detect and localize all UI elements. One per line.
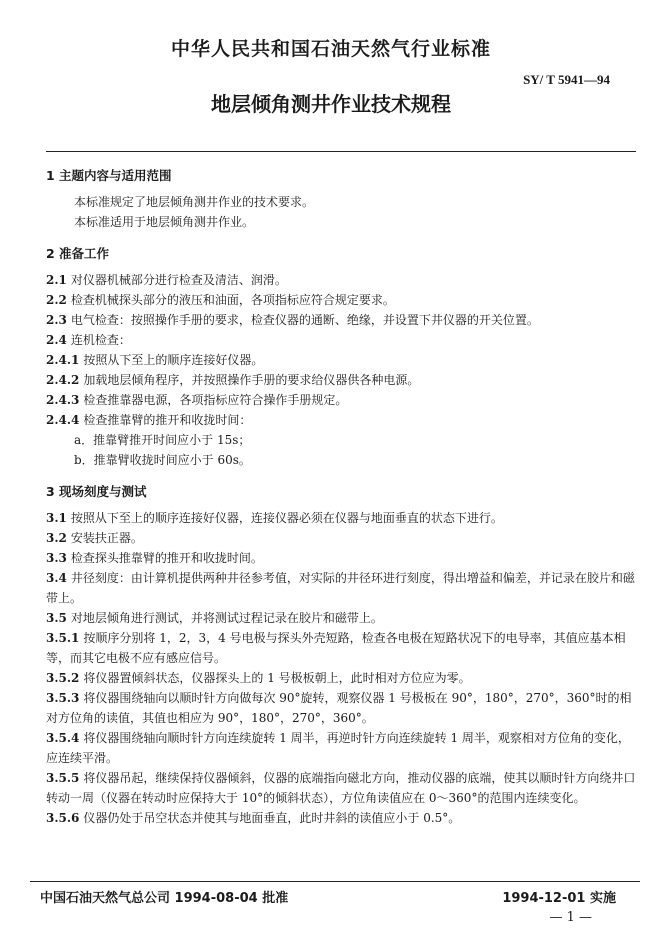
clause: 3.5.2 将仪器置倾斜状态，仪器探头上的 1 号极板朝上，此时相对方位应为零。: [46, 671, 471, 685]
document-body: [46, 166, 636, 828]
standard-code: SY/ T 5941—94: [523, 72, 610, 87]
section-3-heading: 3 现场刻度与测试: [46, 484, 147, 499]
approval-line: 中国石油天然气总公司 1994-08-04 批准: [40, 891, 289, 906]
clause: 3.4 井径刻度：由计算机提供两种井径参考值，对实际的井径环进行刻度，得出增益和偏差，并记录在胶片和磁带上。: [46, 571, 635, 605]
clause: 3.5.5 将仪器吊起，继续保持仪器倾斜，仪器的底端指向磁北方向，推动仪器的底端，使其以顺时针方向绕井口转动一周（仪器在转动时应保持大于 10°的倾斜状态），方位角读值应在 0～360°的范围内连续变化。: [46, 771, 636, 805]
sub-item: a．推靠臂推开时间应小于 15s；: [74, 433, 251, 447]
clause: 3.3 检查探头推靠臂的推开和收拢时间。: [46, 551, 263, 565]
clause: 3.5.3 将仪器围绕轴向以顺时针方向做每次 90°旋转，观察仪器 1 号极板在 90°，180°，270°，360°时的相对方位角的读值，其值也相应为 90°，180°，270°，360°。: [46, 691, 632, 725]
clause: 3.5.1 按顺序分别将 1，2，3，4 号电极与探头外壳短路，检查各电极在短路状况下的电导率，其值应基本相等，而其它电极不应有感应信号。: [46, 631, 626, 665]
sub-item: b．推靠臂收拢时间应小于 60s。: [74, 453, 251, 467]
clause: 2.2 检查机械探头部分的液压和油面，各项指标应符合规定要求。: [46, 293, 395, 307]
header-divider: [46, 151, 636, 152]
clause: 3.5 对地层倾角进行测试，并将测试过程记录在胶片和磁带上。: [46, 611, 383, 625]
clause: 2.3 电气检查：按照操作手册的要求，检查仪器的通断、绝缘，并设置下井仪器的开关位置。: [46, 313, 539, 327]
organization-title: 中华人民共和国石油天然气行业标准: [170, 38, 491, 60]
clause: 3.5.4 将仪器围绕轴向顺时针方向连续旋转 1 周半，再逆时针方向连续旋转 1 周半，观察相对方位角的变化，应连续平滑。: [46, 731, 630, 765]
clause: 2.4.3 检查推靠器电源，各项指标应符合操作手册规定。: [46, 393, 348, 407]
clause: 2.4.2 加载地层倾角程序，并按照操作手册的要求给仪器供各种电源。: [46, 373, 420, 387]
clause: 2.4.4 检查推靠臂的推开和收拢时间：: [46, 413, 252, 427]
clause: 2.4 连机检查：: [46, 333, 131, 347]
clause: 2.4.1 按照从下至上的顺序连接好仪器。: [46, 353, 264, 367]
implementation-date: 1994-12-01 实施: [502, 891, 616, 906]
clause: 2.1 对仪器机械部分进行检查及清洁、润滑。: [46, 273, 287, 287]
section-2-heading: 2 准备工作: [46, 246, 110, 261]
clause: 3.5.6 仪器仍处于吊空状态并使其与地面垂直，此时井斜的读值应小于 0.5°。: [46, 811, 461, 825]
section-1-heading: 1 主题内容与适用范围: [46, 168, 172, 183]
document-title: 地层倾角测井作业技术规程: [211, 92, 451, 116]
clause: 3.2 安装扶正器。: [46, 531, 143, 545]
paragraph: 本标准规定了地层倾角测井作业的技术要求。: [74, 195, 315, 209]
footer-divider: [30, 881, 640, 882]
clause: 3.1 按照从下至上的顺序连接好仪器，连接仪器必须在仪器与地面垂直的状态下进行。: [46, 511, 503, 525]
paragraph: 本标准适用于地层倾角测井作业。: [74, 215, 255, 229]
page-number: — 1 —: [549, 910, 592, 925]
